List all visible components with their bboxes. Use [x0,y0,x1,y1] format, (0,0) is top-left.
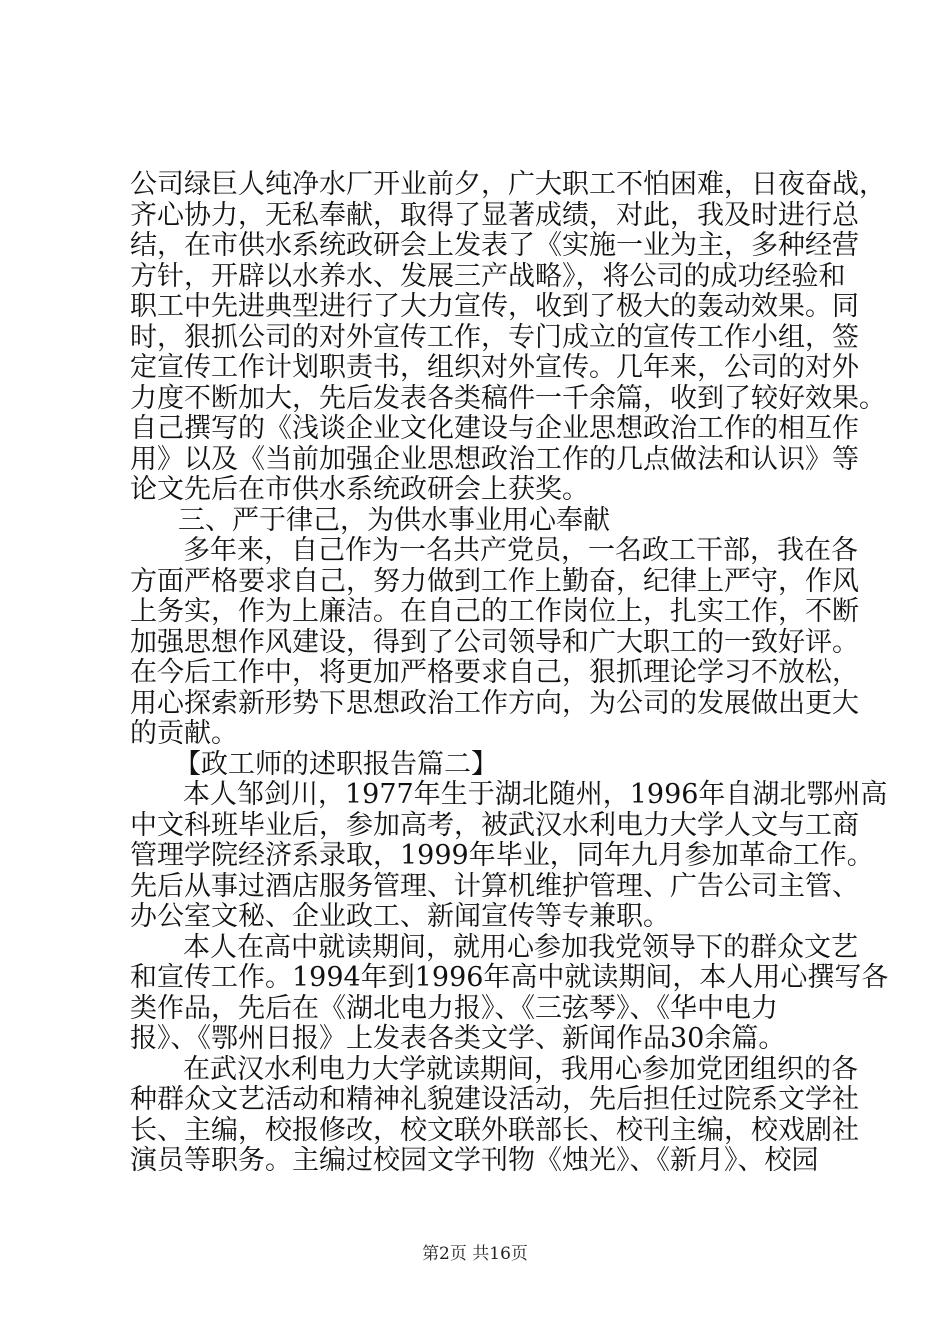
text-line: 齐心协力，无私奉献，取得了显著成绩，对此，我及时进行总 [130,199,859,231]
text-line: 种群众文艺活动和精神礼貌建设活动，先后担任过院系文学社 [130,1084,859,1115]
text-line: 论文先后在市供水系统政研会上获奖。 [130,474,589,505]
text-line: 力度不断加大，先后发表各类稿件一千余篇，收到了较好效果。 [130,382,886,414]
text-line: 在今后工作中，将更加严格要求自己，狠抓理论学习不放松， [130,657,859,688]
text-line: 自己撰写的《浅谈企业文化建设与企业思想政治工作的相互作 [130,413,859,444]
text-line: 中文科班毕业后，参加高考，被武汉水利电力大学人文与工商 [130,809,859,841]
text-line: 演员等职务。主编过校园文学刊物《烛光》、《新月》、校园 [130,1145,819,1176]
section-heading: 三、严于律己，为供水事业用心奉献 [178,504,610,536]
text-line: 本人邹剑川，1977年生于湖北随州，1996年自湖北鄂州高 [183,779,888,810]
text-line: 多年来，自己作为一名共产党员，一名政工干部，我在各 [183,535,858,566]
text-line: 用》以及《当前加强企业思想政治工作的几点做法和认识》等 [130,443,859,475]
text-line: 和宣传工作。1994年到1996年高中就读期间，本人用心撰写各 [130,962,889,993]
text-line: 时，狠抓公司的对外宣传工作，专门成立的宣传工作小组，签 [130,321,859,353]
text-line: 类作品，先后在《湖北电力报》、《三弦琴》、《华中电力 [130,992,778,1024]
text-line: 方面严格要求自己，努力做到工作上勤奋，纪律上严守，作风 [130,565,859,597]
text-line: 加强思想作风建设，得到了公司领导和广大职工的一致好评。 [130,626,859,658]
page-footer: 第2页 共16页 [422,1244,528,1264]
text-line: 在武汉水利电力大学就读期间，我用心参加党团组织的各 [183,1053,858,1085]
text-line: 上务实，作为上廉洁。在自己的工作岗位上，扎实工作，不断 [130,596,859,627]
text-line: 的贡献。 [130,718,238,749]
text-line: 公司绿巨人纯净水厂开业前夕，广大职工不怕困难，日夜奋战， [130,169,886,200]
text-line: 本人在高中就读期间，就用心参加我党领导下的群众文艺 [183,931,858,963]
text-line: 长、主编，校报修改，校文联外联部长、校刊主编，校戏剧社 [130,1114,859,1146]
text-line: 方针，开辟以水养水、发展三产战略》，将公司的成功经验和 [130,260,846,292]
text-line: 报》、《鄂州日报》上发表各类文学、新闻作品30余篇。 [130,1023,786,1054]
text-line: 职工中先进典型进行了大力宣传，收到了极大的轰动效果。同 [130,291,859,322]
text-line: 用心探索新形势下思想政治工作方向，为公司的发展做出更大 [130,687,859,719]
text-line: 结，在市供水系统政研会上发表了《实施一业为主，多种经营 [130,230,859,261]
text-line: 管理学院经济系录取，1999年毕业，同年九月参加革命工作。 [130,840,874,871]
text-line: 先后从事过酒店服务管理、计算机维护管理、广告公司主管、 [130,870,859,902]
text-line: 定宣传工作计划职责书，组织对外宣传。几年来，公司的对外 [130,352,859,383]
text-line: 办公室文秘、企业政工、新闻宣传等专兼职。 [130,901,670,932]
section-heading: 【政工师的述职报告篇二】 [174,748,498,780]
